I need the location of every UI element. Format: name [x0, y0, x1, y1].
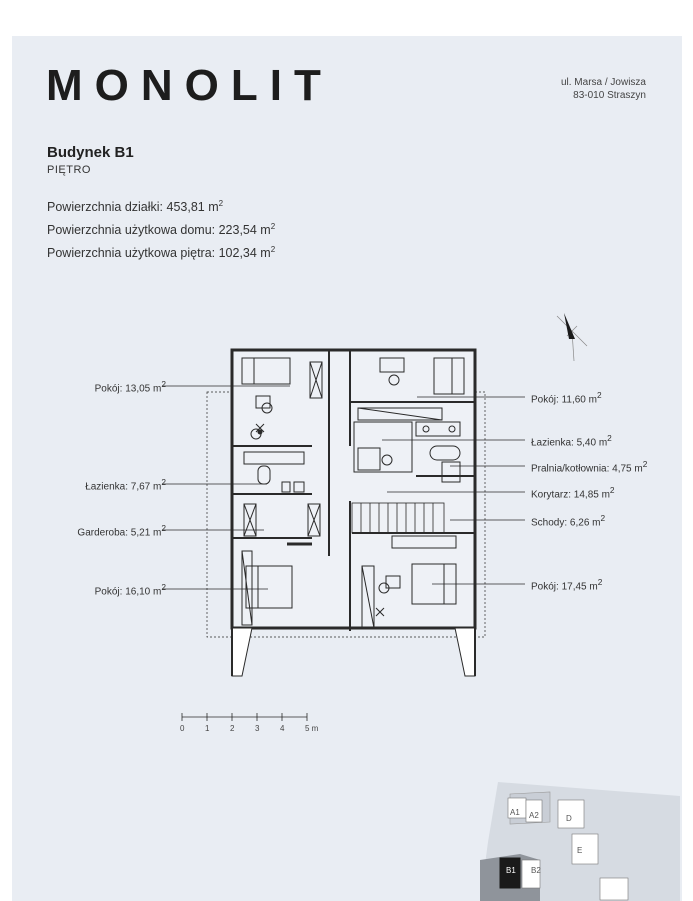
room-label-wardrobe: Garderoba: 5,21 $m^2$	[77, 523, 166, 539]
scale-tick-2: 2	[230, 724, 235, 733]
site-label-a1: A1	[510, 808, 520, 817]
room-label-bedroom-3: Pokój: 11,60 $m^2$	[531, 390, 602, 406]
site-label-a2: A2	[529, 811, 539, 820]
north-arrow-icon	[557, 313, 587, 361]
address-line-1: ul. Marsa / Jowisza	[560, 77, 646, 88]
scale-tick-0: 0	[180, 724, 185, 733]
site-plan-map	[480, 782, 680, 901]
room-label-stairs: Schody: 6,26 $m^2$	[531, 513, 606, 529]
room-label-bedroom-2: Pokój: 16,10 $m^2$	[94, 582, 166, 598]
room-label-laundry: Pralnia/kotłownia: 4,75 $m^2$	[531, 459, 648, 475]
spec-plot-area: Powierzchnia działki: 453,81 $m^2$	[47, 199, 224, 215]
room-label-bedroom-4: Pokój: 17,45 $m^2$	[531, 577, 603, 593]
scale-tick-3: 3	[255, 724, 260, 733]
site-label-e: E	[577, 846, 583, 855]
floor-name: PIĘTRO	[47, 164, 91, 176]
scale-tick-1: 1	[205, 724, 210, 733]
plan-sheet	[12, 36, 682, 901]
room-label-corridor: Korytarz: 14,85 $m^2$	[531, 485, 615, 501]
building-name: Budynek B1	[47, 144, 134, 161]
site-label-b2: B2	[531, 866, 541, 875]
scale-tick-4: 4	[280, 724, 285, 733]
spec-house-area: Powierzchnia użytkowa domu: 223,54 $m^2$	[47, 222, 276, 238]
spec-floor-area: Powierzchnia użytkowa piętra: 102,34 $m^2$	[47, 245, 276, 261]
room-label-bedroom-1: Pokój: 13,05 $m^2$	[94, 379, 166, 395]
site-label-b1: B1	[506, 866, 516, 875]
scale-tick-5: 5 m	[305, 724, 319, 733]
site-label-d: D	[566, 814, 572, 823]
scale-bar	[182, 713, 307, 721]
room-label-bathroom-2: Łazienka: 5,40 $m^2$	[531, 433, 612, 449]
room-label-bathroom-1: Łazienka: 7,67 $m^2$	[85, 477, 166, 493]
brand-logo: MONOLIT	[46, 61, 333, 110]
address-line-2: 83-010 Straszyn	[573, 90, 646, 101]
